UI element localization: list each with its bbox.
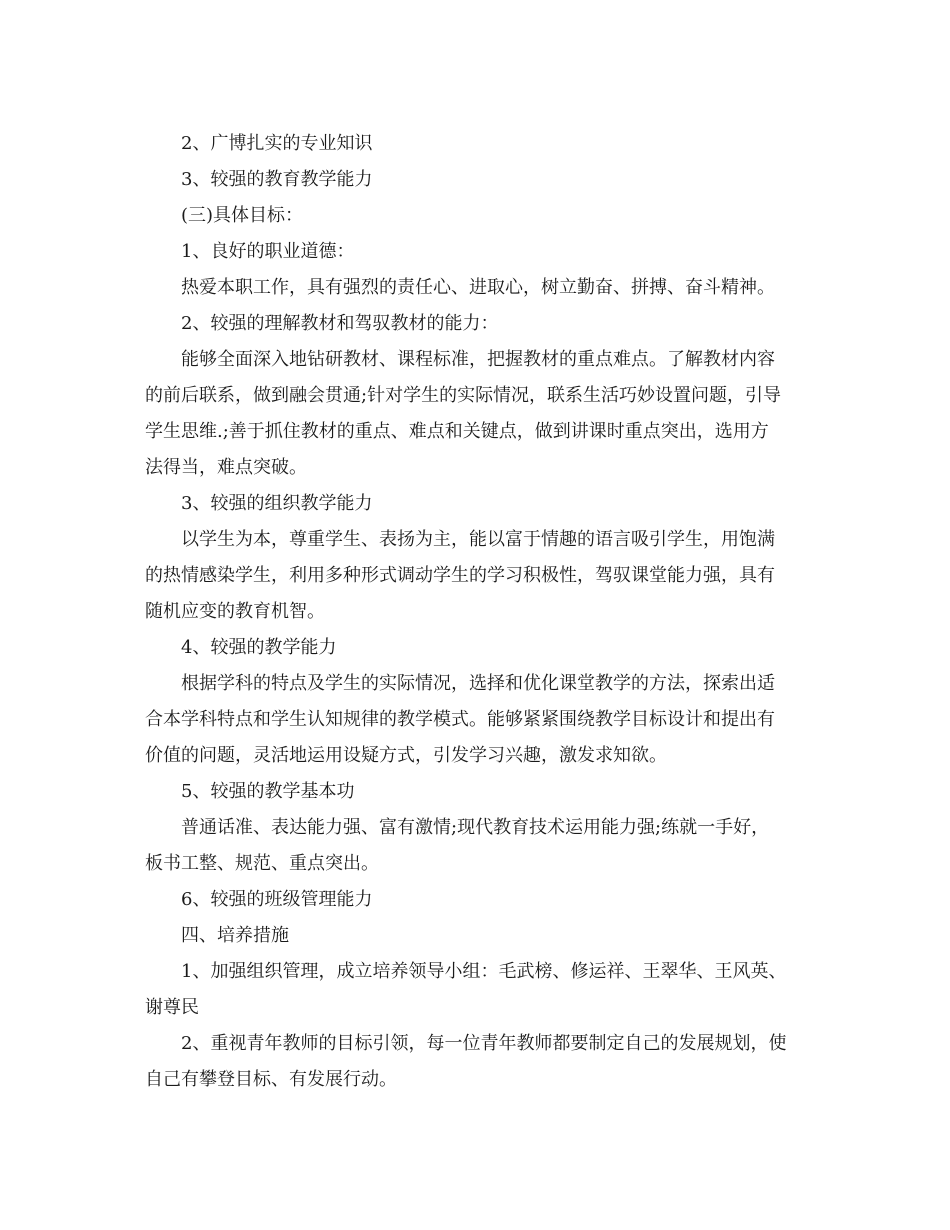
paragraph [145, 630, 810, 666]
paragraph-line: 普通话准、表达能力强、富有激情;现代教育技术运用能力强;练就一手好， [181, 817, 770, 838]
paragraph-line: 随机应变的教育机智。 [145, 601, 325, 622]
paragraph-line: 价值的问题，灵活地运用设疑方式，引发学习兴趣，激发求知欲。 [145, 745, 667, 766]
paragraph-line: (三)具体目标： [181, 205, 304, 226]
paragraph [145, 126, 810, 162]
paragraph [145, 198, 810, 234]
paragraph-line: 1、加强组织管理，成立培养领导小组：毛武榜、修运祥、王翠华、王风英、 [181, 961, 787, 982]
paragraph-line: 2、广博扎实的专业知识 [181, 133, 373, 154]
paragraph-line: 5、较强的教学基本功 [181, 781, 355, 802]
paragraph [145, 162, 810, 198]
paragraph [145, 666, 810, 774]
paragraph [145, 1026, 810, 1098]
paragraph-line: 3、较强的教育教学能力 [181, 169, 373, 190]
paragraph [145, 810, 810, 882]
paragraph-line: 学生思维.;善于抓住教材的重点、难点和关键点，做到讲课时重点突出，选用方 [145, 421, 769, 442]
paragraph-line: 1、良好的职业道德： [181, 241, 355, 262]
paragraph-line: 自己有攀登目标、有发展行动。 [145, 1069, 397, 1090]
paragraph-line: 2、较强的理解教材和驾驭教材的能力： [181, 313, 499, 334]
paragraph-line: 根据学科的特点及学生的实际情况，选择和优化课堂教学的方法，探索出适 [181, 673, 775, 694]
paragraph [145, 882, 810, 918]
paragraph-line: 法得当，难点突破。 [145, 457, 307, 478]
paragraph-line: 的热情感染学生，利用多种形式调动学生的学习积极性，驾驭课堂能力强，具有 [145, 565, 775, 586]
paragraph-line: 四、培养措施 [181, 925, 289, 946]
paragraph [145, 774, 810, 810]
paragraph-line: 能够全面深入地钻研教材、课程标准，把握教材的重点难点。了解教材内容 [181, 349, 775, 370]
paragraph [145, 306, 810, 342]
paragraph-line: 谢尊民 [145, 997, 199, 1018]
paragraph-line: 热爱本职工作，具有强烈的责任心、进取心，树立勤奋、拼搏、奋斗精神。 [181, 277, 775, 298]
paragraph-line: 4、较强的教学能力 [181, 637, 337, 658]
paragraph [145, 234, 810, 270]
paragraph-line: 以学生为本，尊重学生、表扬为主，能以富于情趣的语言吸引学生，用饱满 [181, 529, 775, 550]
paragraph [145, 270, 810, 306]
paragraph-line: 6、较强的班级管理能力 [181, 889, 373, 910]
paragraph-line: 2、重视青年教师的目标引领，每一位青年教师都要制定自己的发展规划，使 [181, 1033, 787, 1054]
paragraph [145, 918, 810, 954]
paragraph [145, 342, 810, 486]
paragraph-line: 合本学科特点和学生认知规律的教学模式。能够紧紧围绕教学目标设计和提出有 [145, 709, 775, 730]
document-body [145, 126, 810, 1098]
paragraph-line: 板书工整、规范、重点突出。 [145, 853, 379, 874]
paragraph [145, 486, 810, 522]
paragraph-line: 3、较强的组织教学能力 [181, 493, 373, 514]
paragraph [145, 522, 810, 630]
paragraph [145, 954, 810, 1026]
paragraph-line: 的前后联系，做到融会贯通;针对学生的实际情况，联系生活巧妙设置问题，引导 [145, 385, 782, 406]
